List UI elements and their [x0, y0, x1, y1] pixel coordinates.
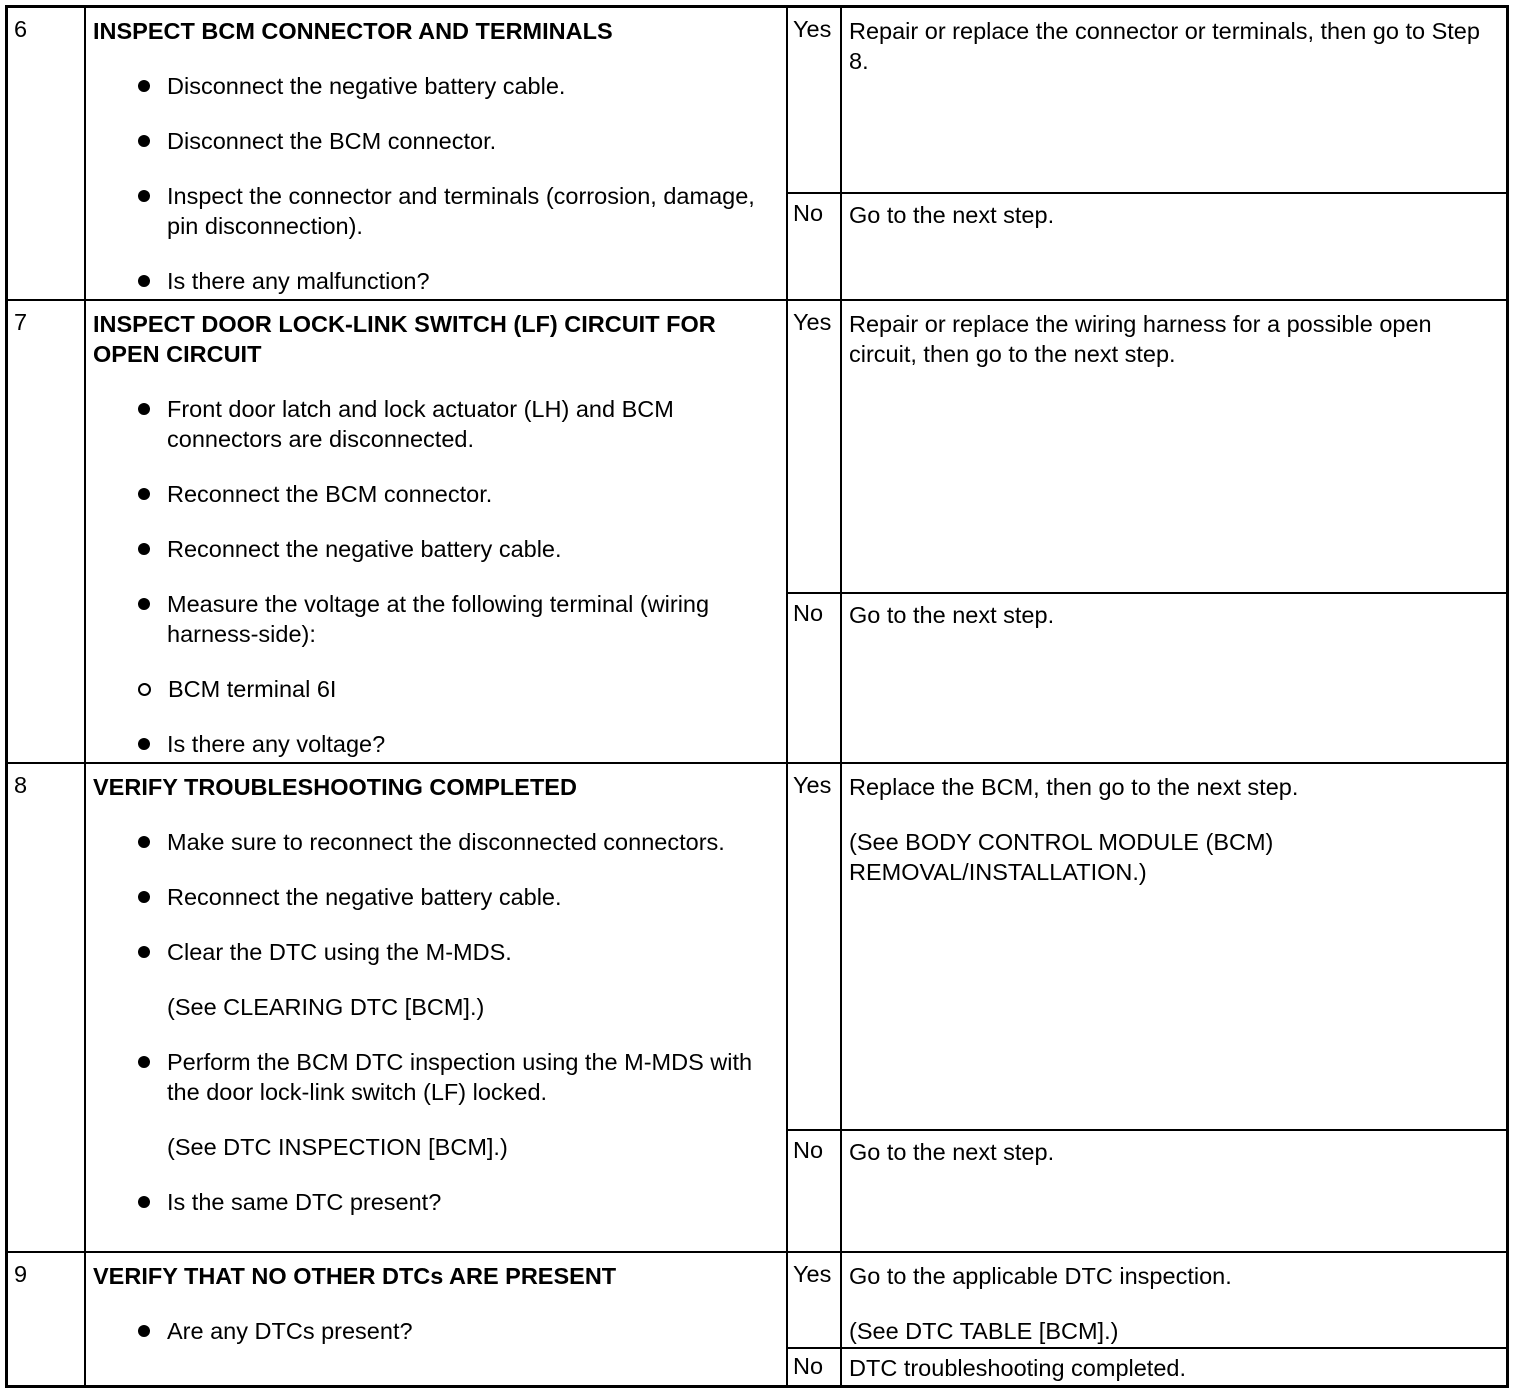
yes-label: Yes: [793, 309, 832, 335]
table-row-step-7: [8, 301, 1506, 764]
step-number: 6: [8, 8, 86, 299]
yes-action: Replace the BCM, then go to the next step.: [849, 774, 1299, 800]
table-row-step-6: [8, 8, 1506, 301]
yes-action: Repair or replace the connector or terminals, then go to Step 8.: [849, 18, 1480, 74]
list-item: [93, 589, 778, 704]
answer-column: [788, 301, 842, 762]
list-item: Disconnect the BCM connector.: [93, 126, 778, 156]
procedure-list: [93, 1316, 778, 1346]
answer-column: [788, 764, 842, 1251]
sub-list-item: BCM terminal 6I: [93, 674, 778, 704]
no-action: Go to the next step.: [849, 1139, 1055, 1165]
step-number: 7: [8, 301, 86, 762]
action-column: [842, 1253, 1506, 1385]
yes-label: Yes: [793, 1261, 832, 1287]
list-item: Perform the BCM DTC inspection using the M-MDS with the door lock-link switch (LF) locked.: [93, 1047, 778, 1107]
procedure-list: [93, 394, 778, 759]
step-procedure: [86, 1253, 788, 1385]
list-item: Clear the DTC using the M-MDS.: [93, 937, 778, 967]
no-label: No: [793, 200, 824, 226]
list-item: Is there any malfunction?: [93, 266, 778, 296]
answer-column: [788, 1253, 842, 1385]
list-item: Reconnect the negative battery cable.: [93, 534, 778, 564]
step-heading: INSPECT DOOR LOCK-LINK SWITCH (LF) CIRCUIT FOR OPEN CIRCUIT: [93, 311, 716, 367]
action-column: [842, 764, 1506, 1251]
action-column: [842, 8, 1506, 299]
list-item: Reconnect the negative battery cable.: [93, 882, 778, 912]
action-column: [842, 301, 1506, 762]
no-action: Go to the next step.: [849, 202, 1055, 228]
answer-column: [788, 8, 842, 299]
list-item: Are any DTCs present?: [93, 1316, 778, 1346]
yes-label: Yes: [793, 16, 832, 42]
troubleshooting-table: [5, 5, 1509, 1388]
no-action: DTC troubleshooting completed.: [849, 1355, 1187, 1381]
step-procedure: [86, 8, 788, 299]
yes-action: Go to the applicable DTC inspection.: [849, 1263, 1232, 1289]
step-heading: VERIFY TROUBLESHOOTING COMPLETED: [93, 774, 577, 800]
table-row-step-9: [8, 1253, 1506, 1385]
list-item: Is the same DTC present?: [93, 1187, 778, 1217]
reference-note: (See CLEARING DTC [BCM].): [167, 994, 485, 1020]
list-item: Make sure to reconnect the disconnected connectors.: [93, 827, 778, 857]
list-item: Inspect the connector and terminals (corrosion, damage, pin disconnection).: [93, 181, 778, 241]
yes-action: Repair or replace the wiring harness for a possible open circuit, then go to the next step.: [849, 311, 1432, 367]
no-label: No: [793, 1137, 824, 1163]
no-action: Go to the next step.: [849, 602, 1055, 628]
step-number: 9: [8, 1253, 86, 1385]
step-number: 8: [8, 764, 86, 1251]
list-item: Disconnect the negative battery cable.: [93, 71, 778, 101]
no-label: No: [793, 1353, 824, 1379]
step-procedure: [86, 301, 788, 762]
reference-note: (See DTC INSPECTION [BCM].): [167, 1134, 508, 1160]
list-item: Is there any voltage?: [93, 729, 778, 759]
yes-action-reference: (See DTC TABLE [BCM].): [849, 1318, 1119, 1344]
procedure-list: [93, 827, 778, 1217]
list-item: Reconnect the BCM connector.: [93, 479, 778, 509]
step-heading: INSPECT BCM CONNECTOR AND TERMINALS: [93, 18, 613, 44]
procedure-list: [93, 71, 778, 296]
list-item-text: Measure the voltage at the following terminal (wiring harness-side):: [167, 591, 710, 647]
sub-list: [93, 674, 778, 704]
table-row-step-8: [8, 764, 1506, 1253]
list-item: Front door latch and lock actuator (LH) and BCM connectors are disconnected.: [93, 394, 778, 454]
no-label: No: [793, 600, 824, 626]
step-heading: VERIFY THAT NO OTHER DTCs ARE PRESENT: [93, 1263, 617, 1289]
step-procedure: [86, 764, 788, 1251]
yes-label: Yes: [793, 772, 832, 798]
yes-action-reference: (See BODY CONTROL MODULE (BCM) REMOVAL/INSTALLATION.): [849, 829, 1274, 885]
